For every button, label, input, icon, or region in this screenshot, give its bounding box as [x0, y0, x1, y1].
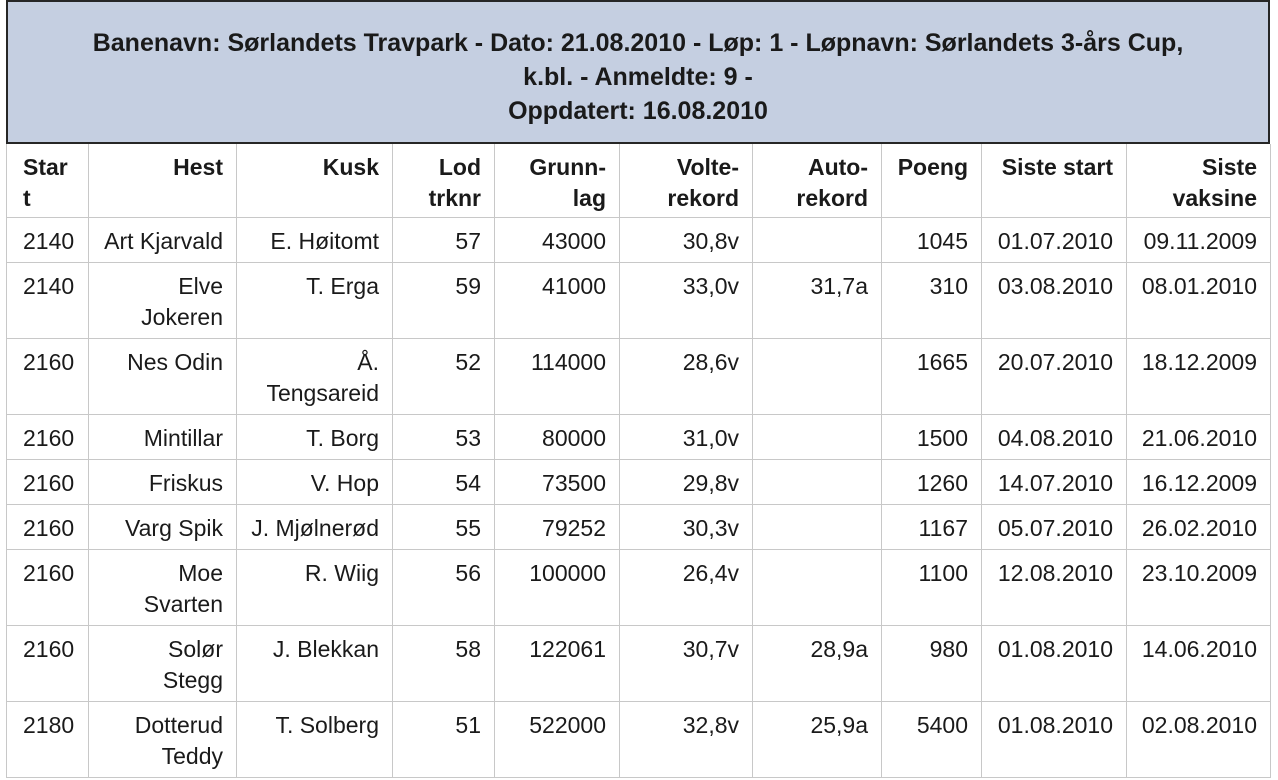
cell-kusk: J. Blekkan: [237, 626, 393, 702]
column-header-volterekord: Volte- rekord: [620, 144, 753, 218]
cell-lod: 54: [393, 460, 495, 505]
column-header-autorekord: Auto- rekord: [753, 144, 882, 218]
cell-autorekord: [753, 460, 882, 505]
cell-grunnlag: 73500: [495, 460, 620, 505]
cell-autorekord: 28,9a: [753, 626, 882, 702]
column-header-kusk: Kusk: [237, 144, 393, 218]
cell-volterekord: 33,0v: [620, 263, 753, 339]
cell-siste-vaksine: 16.12.2009: [1127, 460, 1271, 505]
cell-siste-start: 01.07.2010: [982, 218, 1127, 263]
cell-volterekord: 29,8v: [620, 460, 753, 505]
cell-grunnlag: 43000: [495, 218, 620, 263]
column-header-grunnlag: Grunn- lag: [495, 144, 620, 218]
cell-siste-start: 03.08.2010: [982, 263, 1127, 339]
column-header-poeng: Poeng: [882, 144, 982, 218]
cell-volterekord: 32,8v: [620, 702, 753, 778]
cell-lod: 52: [393, 339, 495, 415]
cell-siste-start: 01.08.2010: [982, 626, 1127, 702]
cell-siste-vaksine: 23.10.2009: [1127, 550, 1271, 626]
cell-grunnlag: 122061: [495, 626, 620, 702]
cell-grunnlag: 80000: [495, 415, 620, 460]
cell-poeng: 5400: [882, 702, 982, 778]
cell-siste-start: 12.08.2010: [982, 550, 1127, 626]
race-document: [6, 0, 1270, 778]
cell-volterekord: 30,7v: [620, 626, 753, 702]
cell-siste-start: 14.07.2010: [982, 460, 1127, 505]
cell-poeng: 1167: [882, 505, 982, 550]
cell-lod: 57: [393, 218, 495, 263]
cell-poeng: 1100: [882, 550, 982, 626]
cell-autorekord: 31,7a: [753, 263, 882, 339]
cell-lod: 56: [393, 550, 495, 626]
cell-hest: Mintillar: [89, 415, 237, 460]
cell-kusk: E. Høitomt: [237, 218, 393, 263]
column-header-hest: Hest: [89, 144, 237, 218]
cell-siste-start: 04.08.2010: [982, 415, 1127, 460]
cell-lod: 58: [393, 626, 495, 702]
table-row: [7, 702, 1271, 778]
cell-grunnlag: 41000: [495, 263, 620, 339]
cell-lod: 59: [393, 263, 495, 339]
column-header-start: Start: [7, 144, 89, 218]
cell-hest: Elve Jokeren: [89, 263, 237, 339]
cell-hest: Nes Odin: [89, 339, 237, 415]
race-header-line-2: k.bl. - Anmeldte: 9 -: [523, 63, 753, 91]
table-row: [7, 263, 1271, 339]
cell-grunnlag: 79252: [495, 505, 620, 550]
cell-kusk: R. Wiig: [237, 550, 393, 626]
cell-poeng: 1260: [882, 460, 982, 505]
entries-table: [6, 144, 1271, 778]
race-header-line-3: Oppdatert: 16.08.2010: [508, 97, 768, 125]
column-header-siste-start: Siste start: [982, 144, 1127, 218]
cell-kusk: T. Solberg: [237, 702, 393, 778]
cell-kusk: T. Borg: [237, 415, 393, 460]
cell-grunnlag: 522000: [495, 702, 620, 778]
race-header: [6, 0, 1270, 144]
cell-siste-vaksine: 14.06.2010: [1127, 626, 1271, 702]
race-header-line-1: Banenavn: Sørlandets Travpark - Dato: 21.08.2010 - Løp: 1 - Løpnavn: Sørlandets 3-års Cup,: [92, 29, 1184, 57]
table-row: [7, 415, 1271, 460]
cell-siste-vaksine: 26.02.2010: [1127, 505, 1271, 550]
table-header-row: [7, 144, 1271, 218]
cell-start: 2160: [7, 626, 89, 702]
cell-grunnlag: 114000: [495, 339, 620, 415]
cell-siste-vaksine: 18.12.2009: [1127, 339, 1271, 415]
cell-start: 2160: [7, 460, 89, 505]
cell-lod: 55: [393, 505, 495, 550]
cell-volterekord: 31,0v: [620, 415, 753, 460]
cell-autorekord: [753, 505, 882, 550]
table-row: [7, 550, 1271, 626]
cell-siste-start: 05.07.2010: [982, 505, 1127, 550]
cell-start: 2160: [7, 415, 89, 460]
cell-poeng: 1500: [882, 415, 982, 460]
cell-start: 2140: [7, 218, 89, 263]
cell-volterekord: 28,6v: [620, 339, 753, 415]
cell-siste-start: 01.08.2010: [982, 702, 1127, 778]
cell-hest: Solør Stegg: [89, 626, 237, 702]
cell-poeng: 310: [882, 263, 982, 339]
cell-siste-vaksine: 08.01.2010: [1127, 263, 1271, 339]
cell-start: 2160: [7, 550, 89, 626]
table-row: [7, 339, 1271, 415]
cell-hest: Dotterud Teddy: [89, 702, 237, 778]
cell-start: 2160: [7, 339, 89, 415]
cell-start: 2140: [7, 263, 89, 339]
table-row: [7, 460, 1271, 505]
cell-siste-start: 20.07.2010: [982, 339, 1127, 415]
cell-volterekord: 26,4v: [620, 550, 753, 626]
cell-lod: 53: [393, 415, 495, 460]
cell-kusk: J. Mjølnerød: [237, 505, 393, 550]
cell-volterekord: 30,8v: [620, 218, 753, 263]
cell-start: 2180: [7, 702, 89, 778]
cell-autorekord: [753, 218, 882, 263]
cell-hest: Friskus: [89, 460, 237, 505]
column-header-siste-vaksine: Siste vaksine: [1127, 144, 1271, 218]
cell-start: 2160: [7, 505, 89, 550]
cell-autorekord: [753, 550, 882, 626]
cell-hest: Moe Svarten: [89, 550, 237, 626]
table-row: [7, 505, 1271, 550]
cell-kusk: T. Erga: [237, 263, 393, 339]
cell-hest: Art Kjarvald: [89, 218, 237, 263]
cell-siste-vaksine: 02.08.2010: [1127, 702, 1271, 778]
cell-hest: Varg Spik: [89, 505, 237, 550]
cell-autorekord: [753, 415, 882, 460]
cell-poeng: 1665: [882, 339, 982, 415]
cell-siste-vaksine: 21.06.2010: [1127, 415, 1271, 460]
cell-volterekord: 30,3v: [620, 505, 753, 550]
cell-lod: 51: [393, 702, 495, 778]
cell-grunnlag: 100000: [495, 550, 620, 626]
cell-kusk: Å. Tengsareid: [237, 339, 393, 415]
cell-autorekord: [753, 339, 882, 415]
cell-kusk: V. Hop: [237, 460, 393, 505]
table-row: [7, 626, 1271, 702]
table-row: [7, 218, 1271, 263]
cell-poeng: 1045: [882, 218, 982, 263]
column-header-lod: Lod trknr: [393, 144, 495, 218]
cell-poeng: 980: [882, 626, 982, 702]
cell-autorekord: 25,9a: [753, 702, 882, 778]
cell-siste-vaksine: 09.11.2009: [1127, 218, 1271, 263]
